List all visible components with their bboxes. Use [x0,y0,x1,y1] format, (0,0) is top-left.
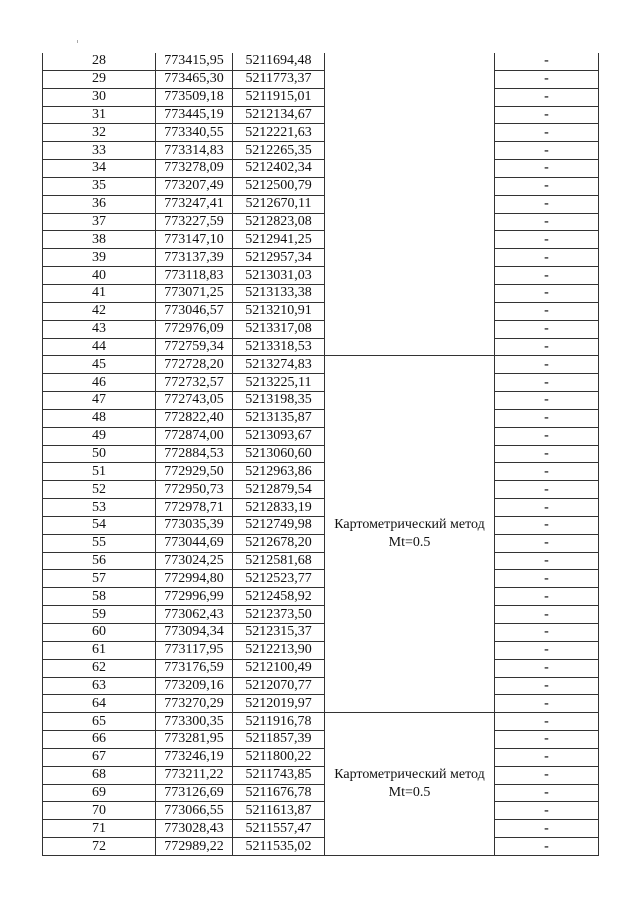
table-row [43,748,599,766]
y-coordinate: 5211800,22 [233,748,325,766]
y-coordinate: 5212373,50 [233,606,325,624]
x-coordinate: 772950,73 [156,481,233,499]
accuracy-dash: - [495,695,599,713]
y-coordinate: 5212941,25 [233,231,325,249]
accuracy-dash: - [495,624,599,642]
x-coordinate: 773509,18 [156,88,233,106]
accuracy-dash: - [495,570,599,588]
accuracy-dash: - [495,160,599,178]
table-row [43,570,599,588]
y-coordinate: 5212458,92 [233,588,325,606]
table-row [43,70,599,88]
accuracy-dash: - [495,88,599,106]
method-cell [325,53,495,356]
table-row [43,624,599,642]
accuracy-dash: - [495,606,599,624]
x-coordinate: 772874,00 [156,427,233,445]
table-row [43,534,599,552]
accuracy-dash: - [495,516,599,534]
point-number: 63 [43,677,156,695]
x-coordinate: 772978,71 [156,499,233,517]
x-coordinate: 773278,09 [156,160,233,178]
y-coordinate: 5211535,02 [233,838,325,856]
accuracy-dash: - [495,713,599,731]
table-row [43,177,599,195]
x-coordinate: 773227,59 [156,213,233,231]
accuracy-dash: - [495,838,599,856]
table-row [43,284,599,302]
y-coordinate: 5211676,78 [233,784,325,802]
accuracy-dash: - [495,374,599,392]
point-number: 57 [43,570,156,588]
table-row [43,588,599,606]
accuracy-dash: - [495,302,599,320]
accuracy-dash: - [495,106,599,124]
y-coordinate: 5212213,90 [233,641,325,659]
accuracy-dash: - [495,409,599,427]
point-number: 59 [43,606,156,624]
y-coordinate: 5213093,67 [233,427,325,445]
x-coordinate: 772976,09 [156,320,233,338]
x-coordinate: 773176,59 [156,659,233,677]
y-coordinate: 5213031,03 [233,267,325,285]
accuracy-dash: - [495,142,599,160]
table-row [43,302,599,320]
x-coordinate: 773415,95 [156,53,233,70]
table-row [43,838,599,856]
point-number: 70 [43,802,156,820]
table-row [43,231,599,249]
point-number: 54 [43,516,156,534]
table-row [43,320,599,338]
x-coordinate: 772929,50 [156,463,233,481]
table-row [43,409,599,427]
y-coordinate: 5212823,08 [233,213,325,231]
y-coordinate: 5212879,54 [233,481,325,499]
accuracy-dash: - [495,677,599,695]
accuracy-dash: - [495,427,599,445]
point-number: 34 [43,160,156,178]
accuracy-dash: - [495,731,599,749]
accuracy-dash: - [495,659,599,677]
point-number: 45 [43,356,156,374]
accuracy-dash: - [495,802,599,820]
x-coordinate: 773066,55 [156,802,233,820]
point-number: 64 [43,695,156,713]
y-coordinate: 5212402,34 [233,160,325,178]
accuracy-dash: - [495,195,599,213]
x-coordinate: 772996,99 [156,588,233,606]
point-number: 39 [43,249,156,267]
table-row [43,160,599,178]
x-coordinate: 772759,34 [156,338,233,356]
accuracy-dash: - [495,320,599,338]
y-coordinate: 5211857,39 [233,731,325,749]
x-coordinate: 773147,10 [156,231,233,249]
accuracy-dash: - [495,338,599,356]
table-row [43,766,599,784]
table-row [43,88,599,106]
x-coordinate: 773300,35 [156,713,233,731]
y-coordinate: 5211613,87 [233,802,325,820]
table-row [43,267,599,285]
y-coordinate: 5212100,49 [233,659,325,677]
x-coordinate: 773314,83 [156,142,233,160]
y-coordinate: 5212019,97 [233,695,325,713]
x-coordinate: 772728,20 [156,356,233,374]
accuracy-dash: - [495,784,599,802]
point-number: 72 [43,838,156,856]
accuracy-dash: - [495,588,599,606]
point-number: 31 [43,106,156,124]
y-coordinate: 5212134,67 [233,106,325,124]
y-coordinate: 5212833,19 [233,499,325,517]
accuracy-dash: - [495,124,599,142]
point-number: 43 [43,320,156,338]
x-coordinate: 773246,19 [156,748,233,766]
table-row [43,338,599,356]
y-coordinate: 5213060,60 [233,445,325,463]
point-number: 37 [43,213,156,231]
y-coordinate: 5211557,47 [233,820,325,838]
x-coordinate: 773094,34 [156,624,233,642]
y-coordinate: 5213317,08 [233,320,325,338]
x-coordinate: 773118,83 [156,267,233,285]
table-row [43,499,599,517]
table-row [43,106,599,124]
accuracy-dash: - [495,70,599,88]
accuracy-dash: - [495,267,599,285]
y-coordinate: 5212678,20 [233,534,325,552]
x-coordinate: 772989,22 [156,838,233,856]
x-coordinate: 773137,39 [156,249,233,267]
point-number: 68 [43,766,156,784]
x-coordinate: 773270,29 [156,695,233,713]
x-coordinate: 772743,05 [156,392,233,410]
point-number: 38 [43,231,156,249]
table-row [43,249,599,267]
table-row [43,392,599,410]
table-row [43,124,599,142]
y-coordinate: 5212500,79 [233,177,325,195]
x-coordinate: 773035,39 [156,516,233,534]
table-row [43,659,599,677]
x-coordinate: 773445,19 [156,106,233,124]
accuracy-dash: - [495,481,599,499]
y-coordinate: 5212670,11 [233,195,325,213]
scan-mark [77,40,78,43]
coordinates-table-body [43,53,599,855]
point-number: 56 [43,552,156,570]
y-coordinate: 5212265,35 [233,142,325,160]
accuracy-dash: - [495,284,599,302]
point-number: 61 [43,641,156,659]
x-coordinate: 773207,49 [156,177,233,195]
y-coordinate: 5212221,63 [233,124,325,142]
accuracy-dash: - [495,392,599,410]
point-number: 42 [43,302,156,320]
y-coordinate: 5213318,53 [233,338,325,356]
accuracy-dash: - [495,552,599,570]
point-number: 66 [43,731,156,749]
point-number: 44 [43,338,156,356]
accuracy-dash: - [495,249,599,267]
y-coordinate: 5213198,35 [233,392,325,410]
point-number: 51 [43,463,156,481]
y-coordinate: 5212749,98 [233,516,325,534]
table-row [43,213,599,231]
table-row [43,695,599,713]
y-coordinate: 5212523,77 [233,570,325,588]
x-coordinate: 773024,25 [156,552,233,570]
y-coordinate: 5213133,38 [233,284,325,302]
y-coordinate: 5212957,34 [233,249,325,267]
method-cell: Картометрический метод Mt=0.5 [325,713,495,856]
y-coordinate: 5211694,48 [233,53,325,70]
point-number: 47 [43,392,156,410]
table-row [43,463,599,481]
accuracy-dash: - [495,820,599,838]
y-coordinate: 5211916,78 [233,713,325,731]
accuracy-dash: - [495,499,599,517]
point-number: 35 [43,177,156,195]
table-row [43,516,599,534]
coordinates-table [42,53,599,856]
accuracy-dash: - [495,356,599,374]
table-row [43,53,599,70]
point-number: 60 [43,624,156,642]
table-row [43,713,599,731]
y-coordinate: 5211743,85 [233,766,325,784]
point-number: 49 [43,427,156,445]
point-number: 52 [43,481,156,499]
y-coordinate: 5212315,37 [233,624,325,642]
x-coordinate: 773071,25 [156,284,233,302]
point-number: 28 [43,53,156,70]
table-row [43,374,599,392]
x-coordinate: 773028,43 [156,820,233,838]
point-number: 50 [43,445,156,463]
accuracy-dash: - [495,766,599,784]
table-row [43,641,599,659]
table-row [43,356,599,374]
table-row [43,802,599,820]
point-number: 40 [43,267,156,285]
y-coordinate: 5213210,91 [233,302,325,320]
point-number: 69 [43,784,156,802]
x-coordinate: 773117,95 [156,641,233,659]
point-number: 67 [43,748,156,766]
accuracy-dash: - [495,641,599,659]
x-coordinate: 773281,95 [156,731,233,749]
x-coordinate: 773209,16 [156,677,233,695]
x-coordinate: 773062,43 [156,606,233,624]
y-coordinate: 5212070,77 [233,677,325,695]
accuracy-dash: - [495,53,599,70]
point-number: 33 [43,142,156,160]
x-coordinate: 772884,53 [156,445,233,463]
point-number: 36 [43,195,156,213]
point-number: 32 [43,124,156,142]
table-row [43,142,599,160]
accuracy-dash: - [495,445,599,463]
table-row [43,784,599,802]
y-coordinate: 5211915,01 [233,88,325,106]
point-number: 46 [43,374,156,392]
point-number: 71 [43,820,156,838]
y-coordinate: 5212963,86 [233,463,325,481]
table-row [43,427,599,445]
table-row [43,606,599,624]
y-coordinate: 5213274,83 [233,356,325,374]
y-coordinate: 5213135,87 [233,409,325,427]
accuracy-dash: - [495,177,599,195]
accuracy-dash: - [495,748,599,766]
point-number: 29 [43,70,156,88]
accuracy-dash: - [495,534,599,552]
table-row [43,820,599,838]
table-row [43,481,599,499]
accuracy-dash: - [495,213,599,231]
table-row [43,195,599,213]
point-number: 62 [43,659,156,677]
method-cell: Картометрический метод Mt=0.5 [325,356,495,713]
table-row [43,552,599,570]
accuracy-dash: - [495,231,599,249]
x-coordinate: 772822,40 [156,409,233,427]
table-row [43,677,599,695]
point-number: 41 [43,284,156,302]
point-number: 30 [43,88,156,106]
x-coordinate: 773046,57 [156,302,233,320]
x-coordinate: 773340,55 [156,124,233,142]
point-number: 48 [43,409,156,427]
y-coordinate: 5211773,37 [233,70,325,88]
accuracy-dash: - [495,463,599,481]
x-coordinate: 772732,57 [156,374,233,392]
table-row [43,731,599,749]
x-coordinate: 772994,80 [156,570,233,588]
point-number: 55 [43,534,156,552]
x-coordinate: 773465,30 [156,70,233,88]
point-number: 53 [43,499,156,517]
table-row [43,445,599,463]
x-coordinate: 773211,22 [156,766,233,784]
point-number: 65 [43,713,156,731]
x-coordinate: 773126,69 [156,784,233,802]
x-coordinate: 773044,69 [156,534,233,552]
y-coordinate: 5213225,11 [233,374,325,392]
point-number: 58 [43,588,156,606]
y-coordinate: 5212581,68 [233,552,325,570]
x-coordinate: 773247,41 [156,195,233,213]
